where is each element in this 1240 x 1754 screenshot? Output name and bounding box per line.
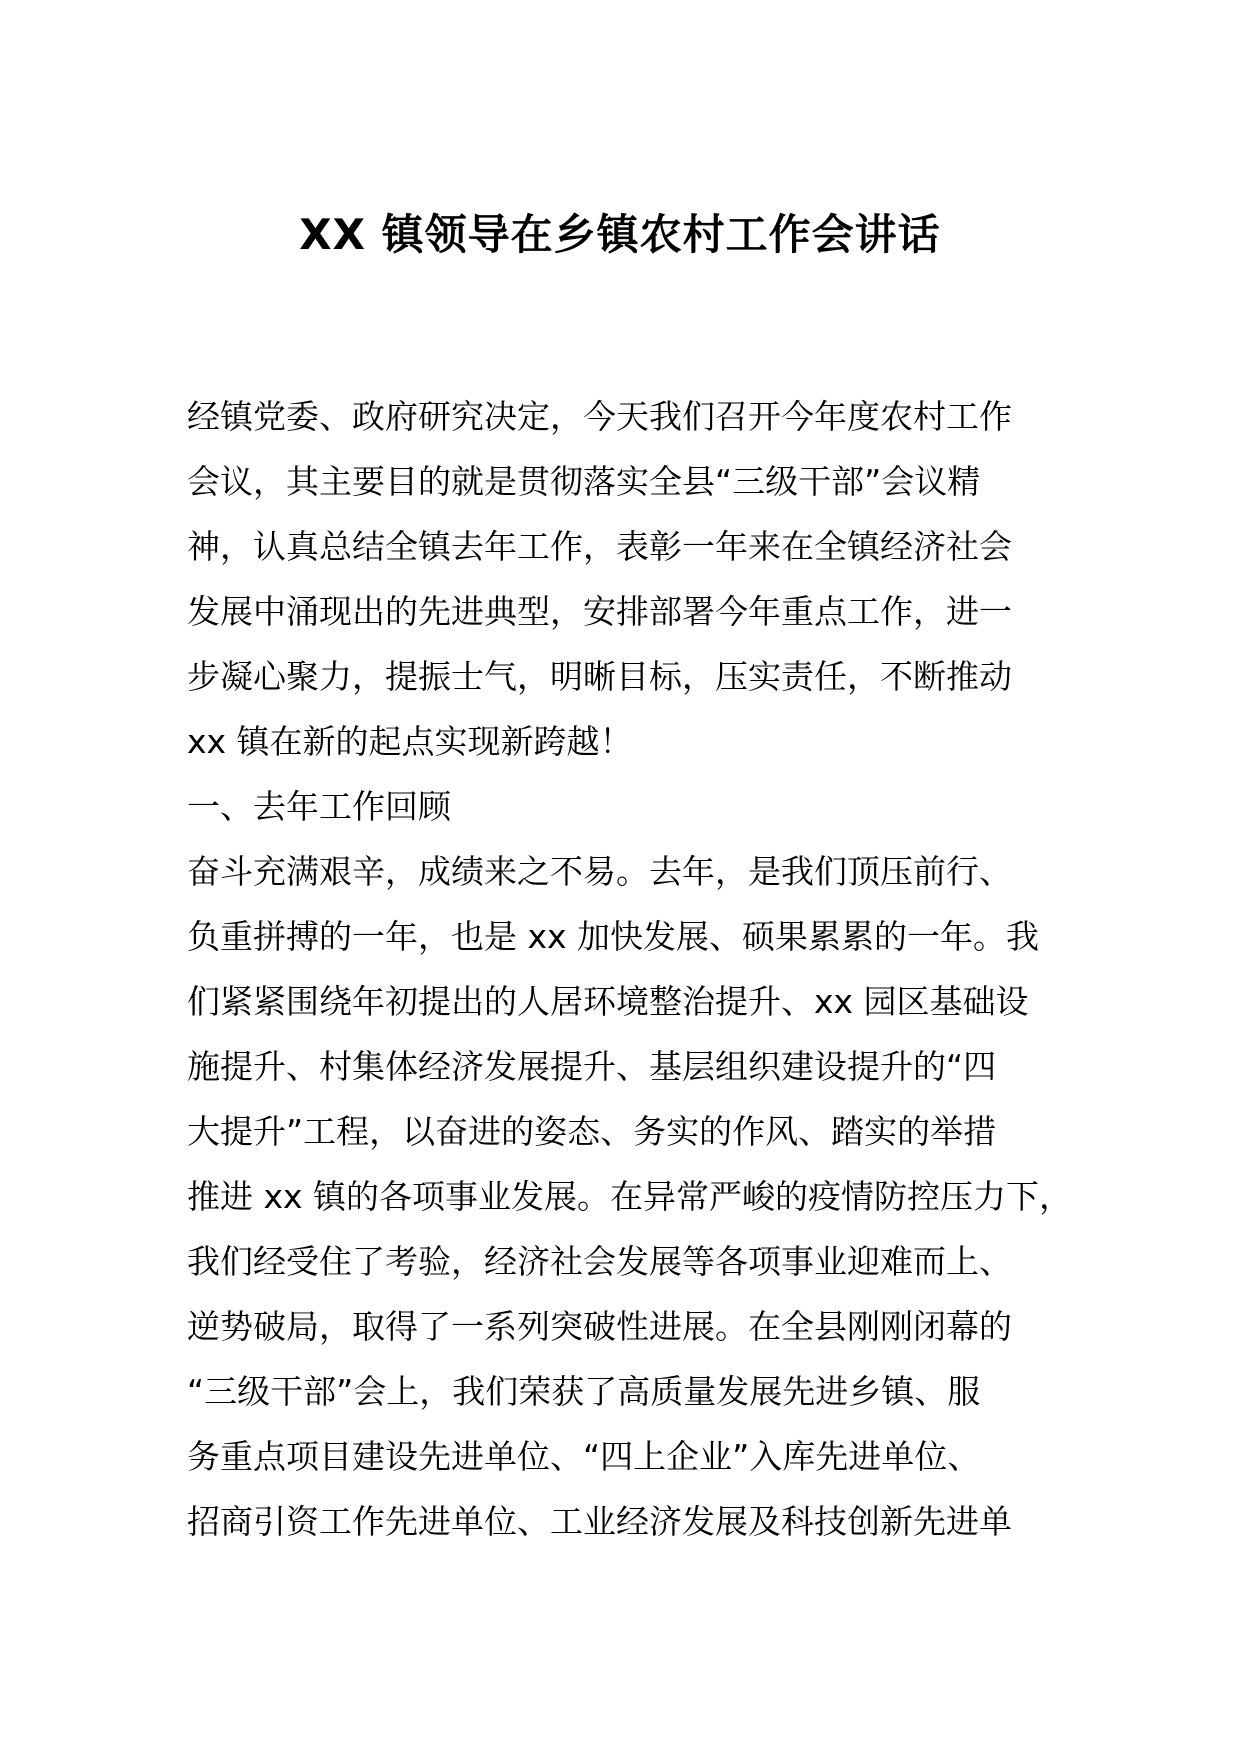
body-line: 奋斗充满艰辛，成绩来之不易。去年，是我们顶压前行、	[187, 852, 1012, 891]
body-line: 步凝心聚力，提振士气，明晰目标，压实责任，不断推动	[187, 657, 1012, 696]
body-line: 我们经受住了考验，经济社会发展等各项事业迎难而上、	[187, 1242, 1012, 1281]
body-line: 招商引资工作先进单位、工业经济发展及科技创新先进单	[187, 1502, 1012, 1541]
body-line: “三级干部”会上，我们荣获了高质量发展先进乡镇、服	[187, 1372, 981, 1411]
body-line: 会议，其主要目的就是贯彻落实全县“三级干部”会议精	[187, 462, 981, 501]
document-title: XX 镇领导在乡镇农村工作会讲话	[299, 210, 941, 259]
body-line: 负重拼搏的一年，也是 xx 加快发展、硕果累累的一年。我	[187, 917, 1040, 956]
section-heading: 一、去年工作回顾	[187, 787, 451, 826]
document-body	[187, 384, 1073, 1554]
body-line: 务重点项目建设先进单位、“四上企业”入库先进单位、	[187, 1437, 981, 1476]
body-line: 发展中涌现出的先进典型，安排部署今年重点工作，进一	[187, 592, 1012, 631]
body-line: 逆势破局，取得了一系列突破性进展。在全县刚刚闭幕的	[187, 1307, 1012, 1346]
body-line: 们紧紧围绕年初提出的人居环境整治提升、xx 园区基础设	[187, 982, 1029, 1021]
body-line: 大提升”工程，以奋进的姿态、务实的作风、踏实的举措	[187, 1112, 997, 1151]
body-line: 神，认真总结全镇去年工作，表彰一年来在全镇经济社会	[187, 527, 1012, 566]
body-line: xx 镇在新的起点实现新跨越！	[187, 722, 633, 761]
body-line: 施提升、村集体经济发展提升、基层组织建设提升的“四	[187, 1047, 997, 1086]
body-line: 推进 xx 镇的各项事业发展。在异常严峻的疫情防控压力下，	[187, 1177, 1073, 1216]
body-line: 经镇党委、政府研究决定，今天我们召开今年度农村工作	[187, 397, 1012, 436]
